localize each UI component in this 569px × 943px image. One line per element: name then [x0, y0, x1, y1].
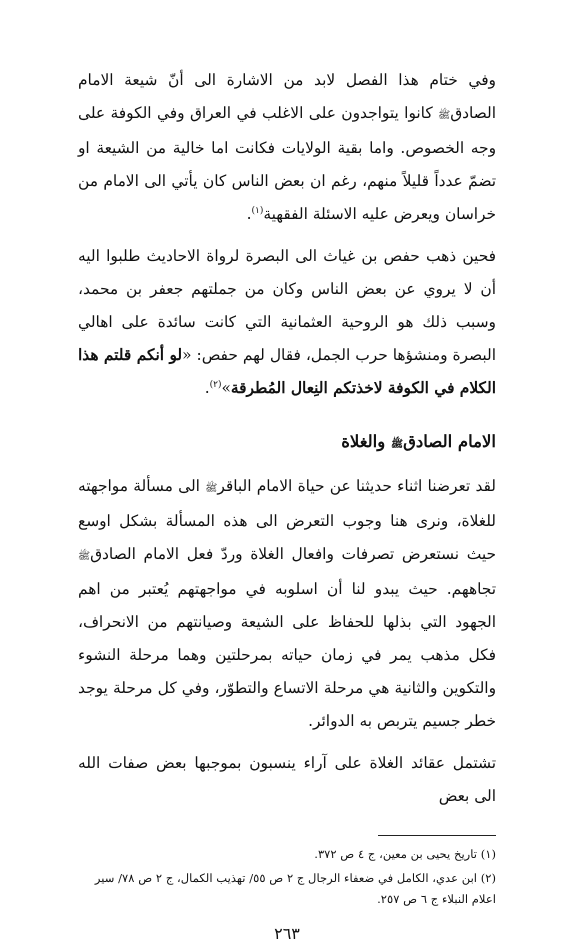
footnote-separator	[378, 835, 496, 836]
book-page	[78, 64, 496, 943]
footnote-item: (١) تاريخ يحيى بن معين، ج ٤ ص ٣٧٢.	[314, 847, 496, 861]
salutation-symbol: ﷺ	[390, 439, 404, 450]
paragraph-text: لقد تعرضنا اثناء حديثنا عن حياة الامام الباقر	[217, 477, 496, 495]
paragraph-end: .	[204, 379, 210, 397]
heading-text: الامام الصادق	[403, 432, 496, 451]
paragraph-text: تجاههم. حيث يبدو لنا أن اسلوبه في مواجهتهم يُعتبر من اهم الجهود التي بذلها للحفاظ على الشيعة وصيانتهم من الانحراف، فكل مذهب يمر في زمان حياته بمرحلتين وهما مرحلة النشوء والتكوين والثانية هي مرحلة الاتساع والتطوّر، وفي كل مرحلة يوجد خطر جسيم يتربص به الدوائر.	[78, 580, 496, 730]
quote-close: »	[221, 379, 231, 397]
paragraph-shia-location	[78, 64, 496, 231]
footnotes	[78, 844, 496, 910]
heading-text: والغلاة	[341, 432, 391, 451]
paragraph-text: وفي ختام هذا الفصل لابد من الاشارة الى أنّ شيعة الامام الصادق	[78, 71, 496, 122]
paragraph-ghulat-beliefs	[78, 747, 496, 813]
paragraph-end: .	[246, 205, 252, 223]
page-number: ٢٦٣	[274, 924, 300, 943]
bold-quote: لو أنكم قلتم هذا الكلام في الكوفة لاخذتكم النِعال المُطرقة	[78, 346, 496, 397]
paragraph-text: الى مسألة مواجهته للغلاة، ونرى هنا وجوب التعرض الى هذه المسألة بشكل اوسع حيث نستعرض تصرفات وافعال الغلاة وردّ فعل الامام الصادق	[78, 477, 496, 563]
footnote-reference: (٢)	[209, 379, 222, 390]
paragraph-hafs-basra	[78, 240, 496, 405]
salutation-symbol: ﷺ	[205, 483, 218, 494]
paragraph-text: فحين ذهب حفص بن غياث الى البصرة لرواة الاحاديث طلبوا اليه أن لا يروي عن بعض الناس وكان من جملتهم جعفر بن محمد، وسبب ذلك هو الروحية العثمانية التي كانت سائدة على اهالي البصرة ومنشؤها حرب الجمل، فقال لهم حفص: «	[78, 247, 497, 364]
paragraph-text: كانوا يتواجدون على الاغلب في العراق وفي الكوفة على وجه الخصوص. واما بقية الولايات فكانت اما خالية من الشيعة او تضمّ عدداً قليلاً منهم، رغم ان بعض الناس كان يأتي الى الامام من خراسان ويعرض عليه الاسئلة الفقهية	[78, 104, 496, 223]
paragraph-ghulat-confrontation	[78, 470, 496, 738]
footnote-reference: (١)	[251, 205, 264, 216]
section-heading	[78, 427, 496, 460]
paragraph-text: تشتمل عقائد الغلاة على آراء ينسبون بموجبها بعض صفات الله الى بعض	[78, 754, 496, 805]
salutation-symbol: ﷺ	[438, 110, 451, 121]
footnote-item: (٢) ابن عدي، الكامل في ضعفاء الرجال ج ٢ ص ٥٥/ تهذيب الكمال، ج ٢ ص ٧٨/ سير اعلام النبلاء ج ٦ ص ٢٥٧.	[94, 871, 496, 906]
salutation-symbol: ﷺ	[78, 551, 91, 562]
